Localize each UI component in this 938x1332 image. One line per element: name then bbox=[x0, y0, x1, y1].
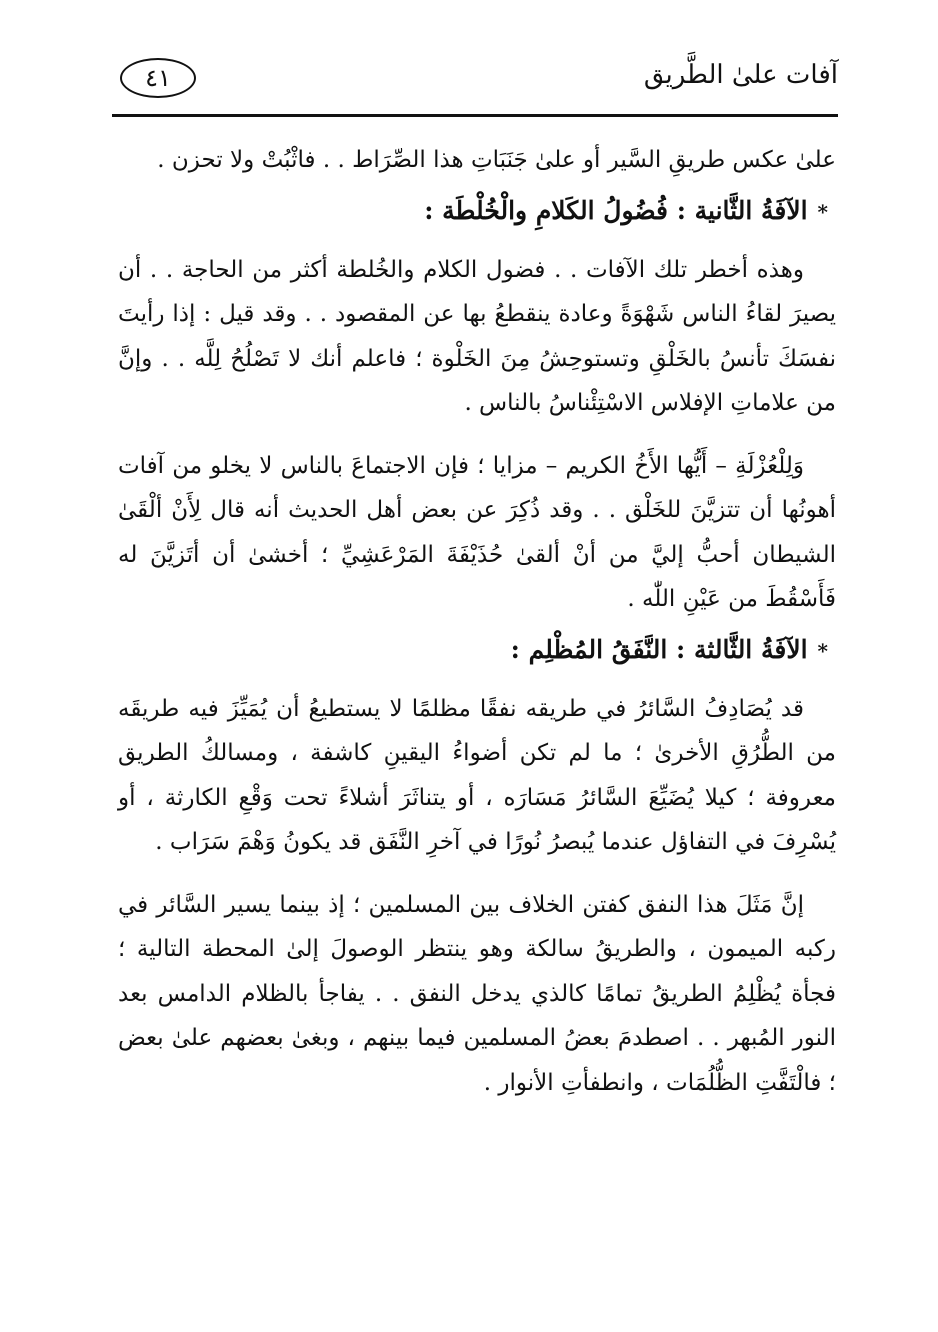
heading-text: الآفَةُ الثَّالثة : النَّفَقُ المُظْلِم : bbox=[510, 634, 808, 664]
running-title: آفات علىٰ الطَّريق bbox=[643, 60, 838, 90]
star-bullet: * bbox=[817, 199, 828, 224]
page-number-badge: ٤١ bbox=[120, 58, 196, 98]
page-header bbox=[112, 50, 838, 118]
page-body bbox=[118, 138, 836, 1105]
paragraph-tunnel-example: إنَّ مَثَلَ هذا النفق كفتن الخلاف بين المسلمين ؛ إذ بينما يسير السَّائر في ركبه الميمون ، والطريقُ سالكة وهو ينتظر الوصولَ إلىٰ المحطة التالية ؛ فجأة يُظْلِمُ الطريقُ تمامًا كالذي يدخل النفق . . يفاجأ بالظلام الدامس بعد النور المُبهر . . اصطدمَ بعضُ المسلمين فيما بينهم ، وبغىٰ بعضهم علىٰ بعض ؛ فالْتَفَّتِ الظُّلُمَات ، وانطفأتِ الأنوار . bbox=[118, 891, 836, 1096]
paragraph-excess-talk: وهذه أخطر تلك الآفات . . فضول الكلام والخُلطة أكثر من الحاجة . . أن يصيرَ لقاءُ الناس شَهْوَةً وعادة ينقطعُ بها عن المقصود . . وقد قيل : إذا رأيتَ نفسَكَ تأنسُ بالخَلْقِ وتستوحِشُ مِنَ الخَلْوة ؛ فاعلم أنك لا تَصْلُحُ لِلَّه . . وإنَّ من علاماتِ الإفلاس الاسْتِئْناسُ بالناس . bbox=[118, 256, 836, 416]
paragraph-dark-tunnel: قد يُصَادِفُ السَّائرُ في طريقه نفقًا مظلمًا لا يستطيعُ أن يُمَيِّزَ فيه طريقَه من الطُّرُقِ الأخرىٰ ؛ ما لم تكن أضواءُ اليقينِ كاشفة ، ومسالكُ الطريق معروفة ؛ كيلا يُضَيِّعَ السَّائرُ مَسَارَه ، أو يتناثَرَ أشلاءً تحت وَقْعِ الكارثة ، أو يُسْرِفَ في التفاؤل عندما يُبصرُ نُورًا في آخرِ النَّفَق قد يكونُ وَهْمَ سَرَاب . bbox=[118, 695, 836, 855]
header-divider bbox=[112, 114, 838, 117]
section-heading-third-affliction bbox=[118, 626, 836, 675]
paragraph-seclusion: وَلِلْعُزْلَةِ – أَيُّها الأَخُ الكريم – مزايا ؛ فإن الاجتماعَ بالناس لا يخلو من آفات أهونُها أن تتزيَّنَ للخَلْق . . وقد ذُكِرَ عن بعض أهل الحديث أنه قال لِأَنْ ألْقَىٰ الشيطان أحبُّ إليَّ من أنْ ألقىٰ حُذَيْفَةَ المَرْعَشِيِّ ؛ أخشىٰ أن أتَزيَّنَ له فَأَسْقُطَ من عَيْنِ اللّٰه . bbox=[118, 452, 836, 612]
heading-text: الآفَةُ الثَّانية : فُضُولُ الكَلامِ والْخُلْطَة : bbox=[424, 195, 808, 225]
section-heading-second-affliction bbox=[118, 187, 836, 236]
paragraph-continuation: علىٰ عكس طريقِ السَّير أو علىٰ جَنَبَاتِ هذا الصِّرَاط . . فاثْبُتْ ولا تحزن . bbox=[157, 147, 836, 173]
star-bullet: * bbox=[817, 638, 828, 663]
